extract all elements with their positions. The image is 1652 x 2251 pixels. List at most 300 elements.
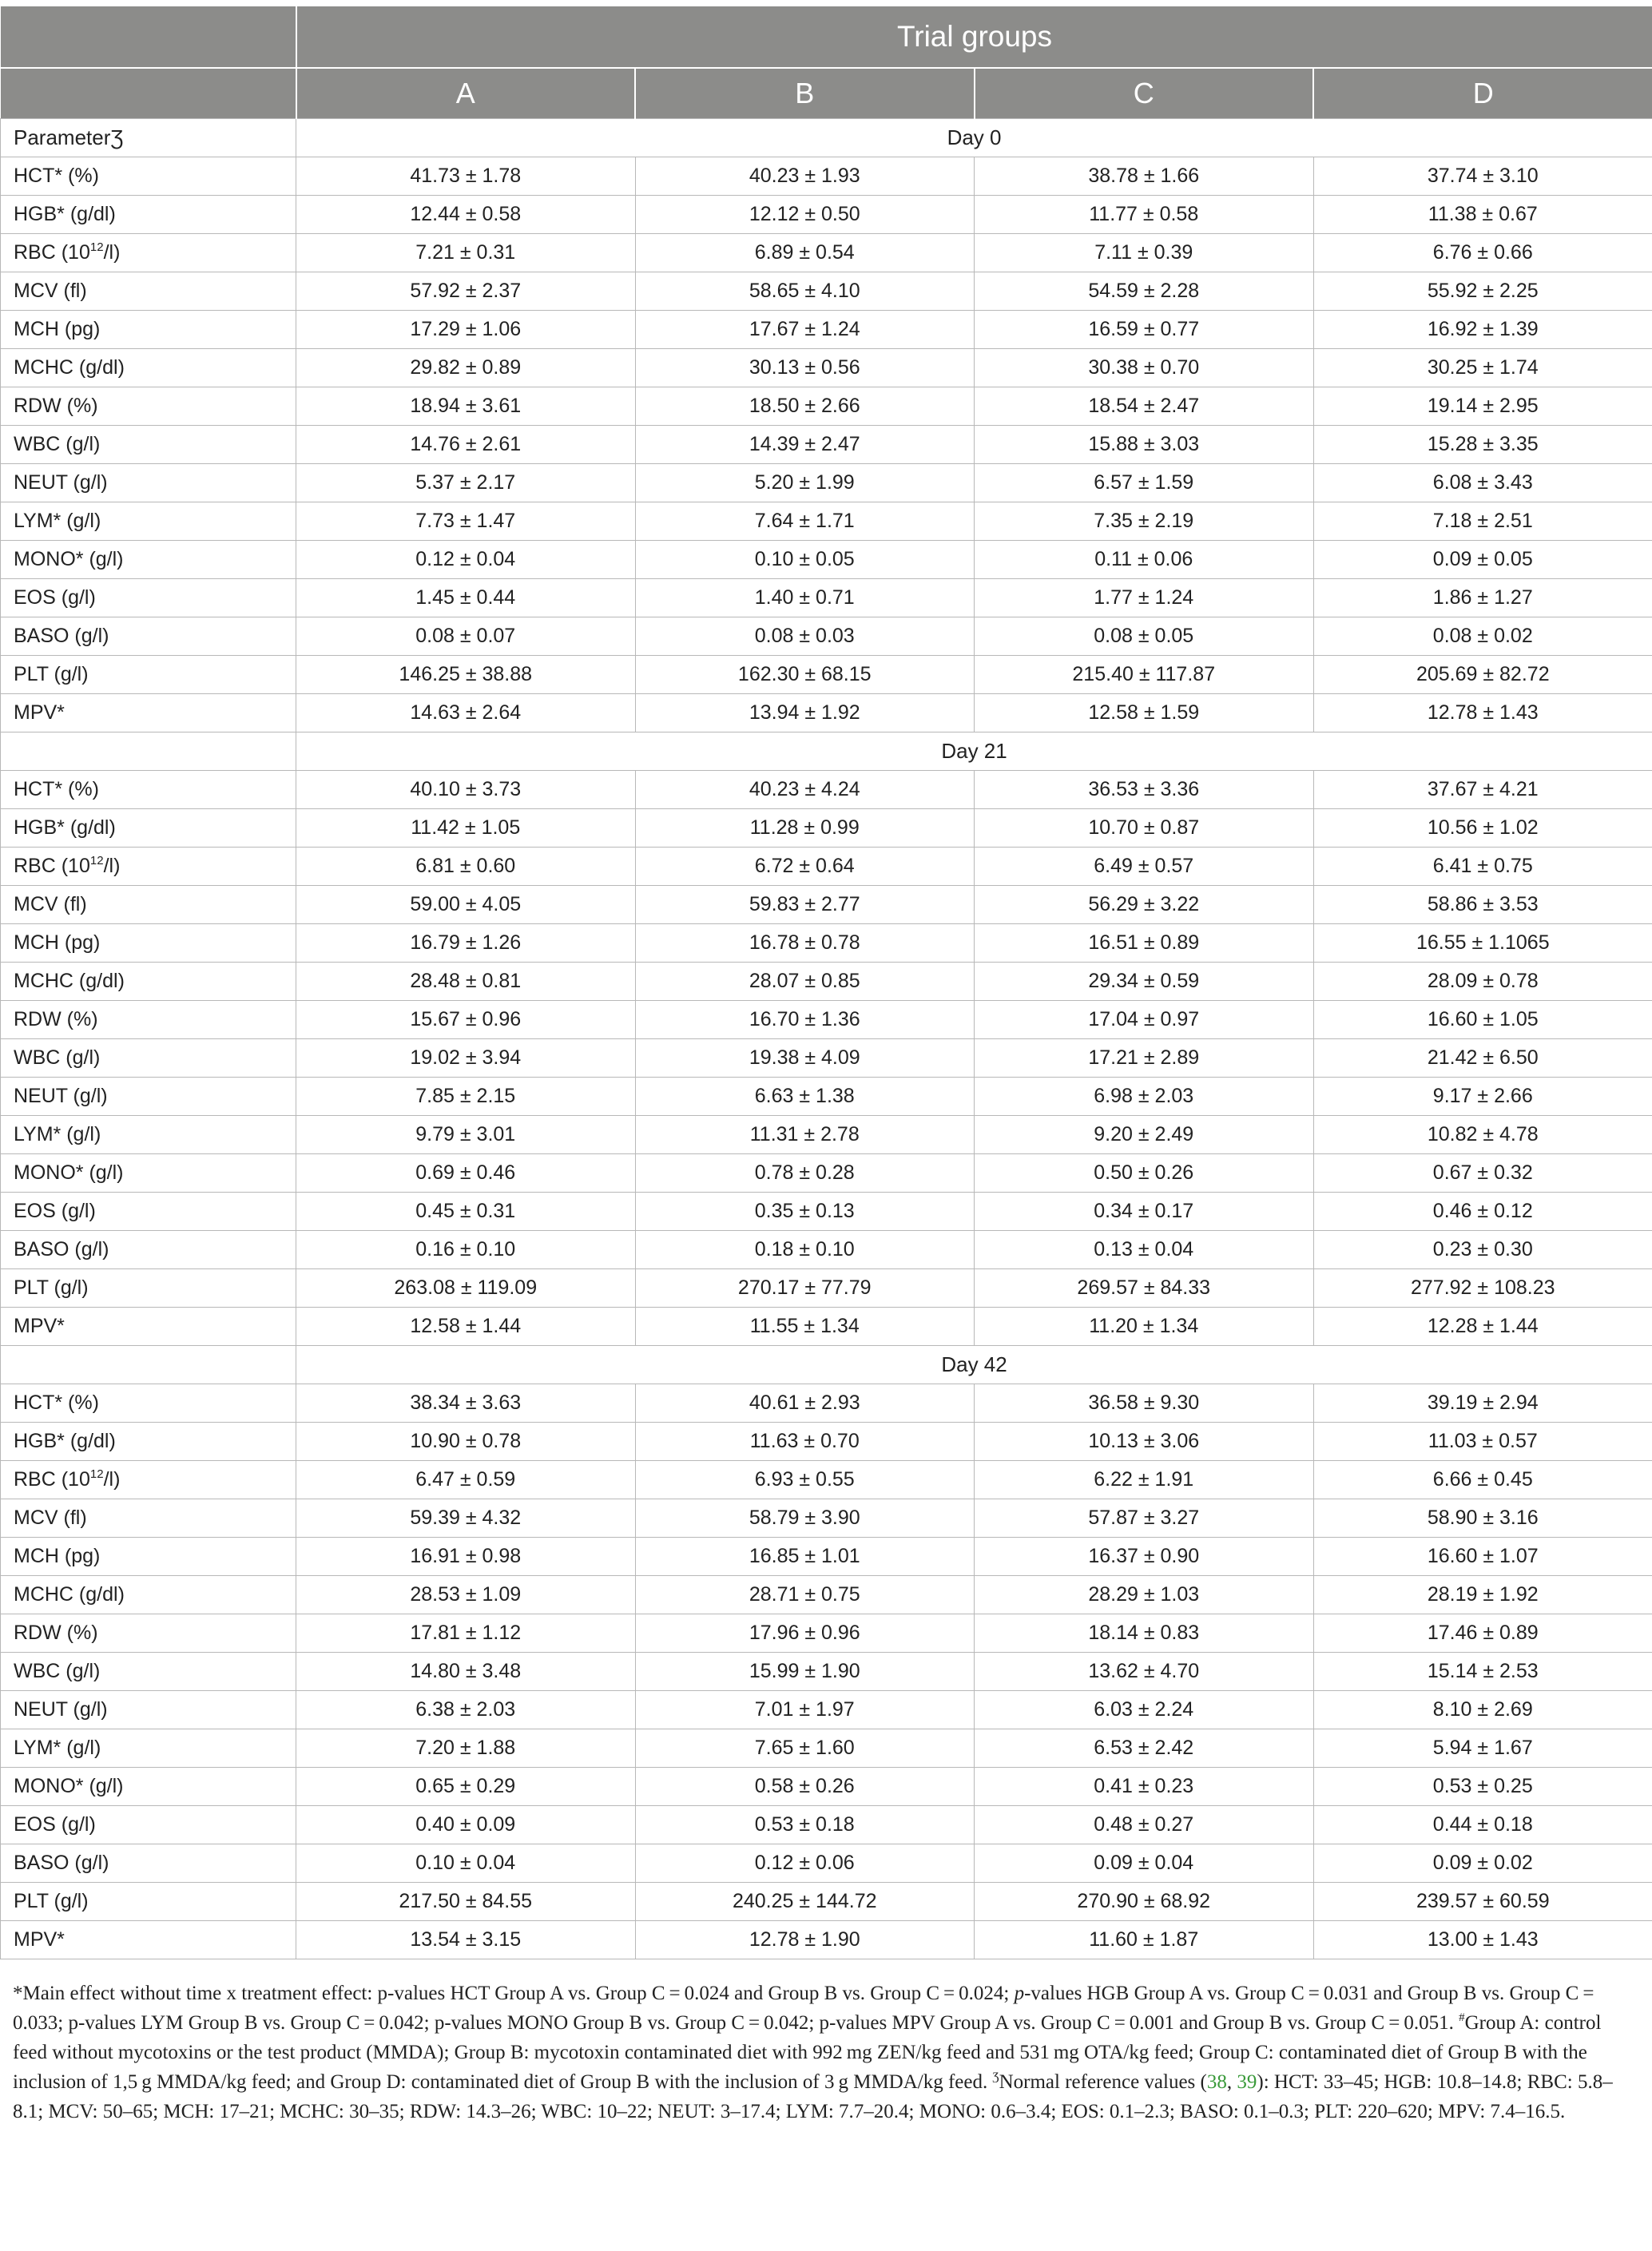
day-heading: Day 42 <box>296 1346 1652 1384</box>
parameter-name: MPV* <box>1 1308 296 1346</box>
value-cell-group-a: 29.82 ± 0.89 <box>296 349 636 387</box>
value-cell-group-a: 59.00 ± 4.05 <box>296 886 636 924</box>
value-cell-group-b: 17.67 ± 1.24 <box>635 311 975 349</box>
value-cell-group-c: 0.13 ± 0.04 <box>975 1231 1314 1269</box>
value-cell-group-c: 6.53 ± 2.42 <box>975 1729 1314 1768</box>
parameter-name-text: RBC (10 <box>14 241 90 264</box>
value-cell-group-d: 1.86 ± 1.27 <box>1313 579 1652 617</box>
parameter-name: BASO (g/l) <box>1 1844 296 1883</box>
table-row <box>1 1576 1652 1614</box>
parameter-name-exponent: 12 <box>89 1467 104 1481</box>
value-cell-group-c: 36.53 ± 3.36 <box>975 771 1314 809</box>
value-cell-group-b: 16.70 ± 1.36 <box>635 1001 975 1039</box>
value-cell-group-a: 7.73 ± 1.47 <box>296 502 636 541</box>
value-cell-group-d: 55.92 ± 2.25 <box>1313 272 1652 311</box>
value-cell-group-a: 28.53 ± 1.09 <box>296 1576 636 1614</box>
value-cell-group-c: 10.13 ± 3.06 <box>975 1423 1314 1461</box>
value-cell-group-a: 15.67 ± 0.96 <box>296 1001 636 1039</box>
value-cell-group-c: 28.29 ± 1.03 <box>975 1576 1314 1614</box>
table-row <box>1 1614 1652 1653</box>
table-row <box>1 1691 1652 1729</box>
parameter-name: MPV* <box>1 1921 296 1959</box>
value-cell-group-c: 6.98 ± 2.03 <box>975 1078 1314 1116</box>
value-cell-group-b: 0.78 ± 0.28 <box>635 1154 975 1193</box>
value-cell-group-a: 0.08 ± 0.07 <box>296 617 636 656</box>
value-cell-group-b: 0.35 ± 0.13 <box>635 1193 975 1231</box>
value-cell-group-d: 6.66 ± 0.45 <box>1313 1461 1652 1499</box>
header-row-groups <box>1 68 1652 119</box>
value-cell-group-a: 7.85 ± 2.15 <box>296 1078 636 1116</box>
parameter-name: HCT* (%) <box>1 157 296 196</box>
footnote-part-1: *Main effect without time x treatment effect: p-values HCT Group A vs. Group C = 0.024 and Group B vs. Group C = 0.024; <box>13 1983 1015 2004</box>
parameter-name: MCH (pg) <box>1 924 296 963</box>
value-cell-group-c: 11.20 ± 1.34 <box>975 1308 1314 1346</box>
value-cell-group-d: 6.41 ± 0.75 <box>1313 848 1652 886</box>
table-row <box>1 771 1652 809</box>
value-cell-group-b: 19.38 ± 4.09 <box>635 1039 975 1078</box>
parameter-name: MCHC (g/dl) <box>1 349 296 387</box>
day-heading: Day 0 <box>296 119 1652 157</box>
value-cell-group-d: 205.69 ± 82.72 <box>1313 656 1652 694</box>
parameter-name: MONO* (g/l) <box>1 541 296 579</box>
parameter-name: EOS (g/l) <box>1 579 296 617</box>
value-cell-group-a: 40.10 ± 3.73 <box>296 771 636 809</box>
value-cell-group-c: 11.77 ± 0.58 <box>975 196 1314 234</box>
value-cell-group-c: 6.22 ± 1.91 <box>975 1461 1314 1499</box>
value-cell-group-b: 0.18 ± 0.10 <box>635 1231 975 1269</box>
value-cell-group-a: 6.81 ± 0.60 <box>296 848 636 886</box>
value-cell-group-c: 38.78 ± 1.66 <box>975 157 1314 196</box>
value-cell-group-d: 6.76 ± 0.66 <box>1313 234 1652 272</box>
section-row <box>1 1346 1652 1384</box>
table-row <box>1 1001 1652 1039</box>
table-row <box>1 234 1652 272</box>
value-cell-group-b: 5.20 ± 1.99 <box>635 464 975 502</box>
value-cell-group-a: 217.50 ± 84.55 <box>296 1883 636 1921</box>
parameter-name: BASO (g/l) <box>1 617 296 656</box>
value-cell-group-a: 57.92 ± 2.37 <box>296 272 636 311</box>
value-cell-group-b: 11.55 ± 1.34 <box>635 1308 975 1346</box>
value-cell-group-c: 0.08 ± 0.05 <box>975 617 1314 656</box>
table-row <box>1 349 1652 387</box>
parameter-name: HGB* (g/dl) <box>1 196 296 234</box>
value-cell-group-c: 16.59 ± 0.77 <box>975 311 1314 349</box>
parameter-name: NEUT (g/l) <box>1 1691 296 1729</box>
footnote-part-2: -values HGB Group A vs. Group C = 0.031 and Group B vs. Group C = 0.033; p-values LYM Group B vs. Group C = 0.042; p-values MONO Group B vs. Group C = 0.042; p-values MPV Group A vs. Group C = 0.001 and Group B vs. Group C = 0.051. <box>13 1983 1598 2034</box>
value-cell-group-a: 263.08 ± 119.09 <box>296 1269 636 1308</box>
value-cell-group-c: 215.40 ± 117.87 <box>975 656 1314 694</box>
value-cell-group-d: 28.09 ± 0.78 <box>1313 963 1652 1001</box>
parameter-name-text: RBC (10 <box>14 855 90 877</box>
value-cell-group-b: 7.65 ± 1.60 <box>635 1729 975 1768</box>
table-row <box>1 1921 1652 1959</box>
parameter-name: PLT (g/l) <box>1 1269 296 1308</box>
footnote-hash-mark: # <box>1459 2011 1465 2024</box>
table-row <box>1 1768 1652 1806</box>
value-cell-group-b: 16.85 ± 1.01 <box>635 1538 975 1576</box>
parameter-name: MCV (fl) <box>1 1499 296 1538</box>
parameter-heading: ParameterƷ <box>1 119 296 157</box>
value-cell-group-d: 0.44 ± 0.18 <box>1313 1806 1652 1844</box>
parameter-name: HGB* (g/dl) <box>1 809 296 848</box>
parameter-name-exponent: 12 <box>89 240 104 254</box>
value-cell-group-c: 7.35 ± 2.19 <box>975 502 1314 541</box>
table-row <box>1 1844 1652 1883</box>
section-row <box>1 119 1652 157</box>
group-a-heading: A <box>296 68 636 119</box>
table-row <box>1 196 1652 234</box>
parameter-name <box>1 1461 296 1499</box>
table-row <box>1 1384 1652 1423</box>
table-row <box>1 963 1652 1001</box>
table-footnote <box>0 1959 1652 2126</box>
parameter-name: LYM* (g/l) <box>1 1729 296 1768</box>
value-cell-group-d: 10.56 ± 1.02 <box>1313 809 1652 848</box>
value-cell-group-b: 6.72 ± 0.64 <box>635 848 975 886</box>
value-cell-group-a: 14.80 ± 3.48 <box>296 1653 636 1691</box>
value-cell-group-a: 14.63 ± 2.64 <box>296 694 636 732</box>
value-cell-group-c: 17.21 ± 2.89 <box>975 1039 1314 1078</box>
value-cell-group-b: 240.25 ± 144.72 <box>635 1883 975 1921</box>
value-cell-group-b: 13.94 ± 1.92 <box>635 694 975 732</box>
value-cell-group-a: 14.76 ± 2.61 <box>296 426 636 464</box>
value-cell-group-b: 7.01 ± 1.97 <box>635 1691 975 1729</box>
value-cell-group-c: 29.34 ± 0.59 <box>975 963 1314 1001</box>
value-cell-group-b: 0.10 ± 0.05 <box>635 541 975 579</box>
table-row <box>1 924 1652 963</box>
trial-groups-heading: Trial groups <box>296 6 1652 68</box>
value-cell-group-a: 28.48 ± 0.81 <box>296 963 636 1001</box>
footnote-comma: , <box>1226 2071 1237 2093</box>
group-c-heading: C <box>975 68 1314 119</box>
value-cell-group-b: 30.13 ± 0.56 <box>635 349 975 387</box>
value-cell-group-b: 11.63 ± 0.70 <box>635 1423 975 1461</box>
value-cell-group-a: 6.38 ± 2.03 <box>296 1691 636 1729</box>
table-row <box>1 656 1652 694</box>
value-cell-group-a: 1.45 ± 0.44 <box>296 579 636 617</box>
value-cell-group-a: 59.39 ± 4.32 <box>296 1499 636 1538</box>
table-row <box>1 157 1652 196</box>
value-cell-group-a: 0.69 ± 0.46 <box>296 1154 636 1193</box>
value-cell-group-c: 9.20 ± 2.49 <box>975 1116 1314 1154</box>
group-b-heading: B <box>635 68 975 119</box>
value-cell-group-d: 0.23 ± 0.30 <box>1313 1231 1652 1269</box>
value-cell-group-c: 7.11 ± 0.39 <box>975 234 1314 272</box>
value-cell-group-d: 0.67 ± 0.32 <box>1313 1154 1652 1193</box>
value-cell-group-d: 58.90 ± 3.16 <box>1313 1499 1652 1538</box>
value-cell-group-a: 10.90 ± 0.78 <box>296 1423 636 1461</box>
table-row <box>1 1193 1652 1231</box>
value-cell-group-a: 0.12 ± 0.04 <box>296 541 636 579</box>
parameter-name: MONO* (g/l) <box>1 1154 296 1193</box>
value-cell-group-b: 7.64 ± 1.71 <box>635 502 975 541</box>
value-cell-group-a: 0.45 ± 0.31 <box>296 1193 636 1231</box>
value-cell-group-c: 30.38 ± 0.70 <box>975 349 1314 387</box>
parameter-name: HCT* (%) <box>1 771 296 809</box>
table-row <box>1 1039 1652 1078</box>
header-row-trial-groups <box>1 6 1652 68</box>
parameter-name <box>1 234 296 272</box>
value-cell-group-d: 37.67 ± 4.21 <box>1313 771 1652 809</box>
value-cell-group-b: 59.83 ± 2.77 <box>635 886 975 924</box>
table-row <box>1 426 1652 464</box>
table-header <box>1 6 1652 119</box>
value-cell-group-c: 13.62 ± 4.70 <box>975 1653 1314 1691</box>
value-cell-group-d: 21.42 ± 6.50 <box>1313 1039 1652 1078</box>
value-cell-group-a: 12.58 ± 1.44 <box>296 1308 636 1346</box>
value-cell-group-c: 1.77 ± 1.24 <box>975 579 1314 617</box>
value-cell-group-c: 269.57 ± 84.33 <box>975 1269 1314 1308</box>
value-cell-group-a: 0.16 ± 0.10 <box>296 1231 636 1269</box>
value-cell-group-d: 12.28 ± 1.44 <box>1313 1308 1652 1346</box>
value-cell-group-d: 10.82 ± 4.78 <box>1313 1116 1652 1154</box>
reference-link-38[interactable]: 38 <box>1206 2071 1227 2093</box>
table-row <box>1 1308 1652 1346</box>
value-cell-group-b: 12.78 ± 1.90 <box>635 1921 975 1959</box>
table-row <box>1 1806 1652 1844</box>
table-row <box>1 617 1652 656</box>
value-cell-group-a: 16.91 ± 0.98 <box>296 1538 636 1576</box>
value-cell-group-c: 12.58 ± 1.59 <box>975 694 1314 732</box>
value-cell-group-b: 58.79 ± 3.90 <box>635 1499 975 1538</box>
value-cell-group-d: 277.92 ± 108.23 <box>1313 1269 1652 1308</box>
section-label-cell <box>1 732 296 771</box>
table-row <box>1 579 1652 617</box>
value-cell-group-c: 16.51 ± 0.89 <box>975 924 1314 963</box>
table-body <box>1 119 1652 1959</box>
parameter-name: MCHC (g/dl) <box>1 963 296 1001</box>
value-cell-group-d: 0.09 ± 0.05 <box>1313 541 1652 579</box>
parameter-name: NEUT (g/l) <box>1 1078 296 1116</box>
table-row <box>1 1883 1652 1921</box>
value-cell-group-a: 0.40 ± 0.09 <box>296 1806 636 1844</box>
reference-link-39[interactable]: 39 <box>1237 2071 1257 2093</box>
value-cell-group-d: 16.60 ± 1.05 <box>1313 1001 1652 1039</box>
value-cell-group-d: 6.08 ± 3.43 <box>1313 464 1652 502</box>
footnote-part-3: Group A: control feed without mycotoxins or the test product (MMDA); Group B: mycotoxin contaminated diet with 992 mg ZEN/kg feed and 531 mg OTA/kg feed; Group C: contaminated diet of Group B with the inclusion of 1,5 g MMDA/kg feed; and Group D: contaminated diet of Group B with the inclusion of 3 g MMDA/kg feed. <box>13 2012 1602 2093</box>
value-cell-group-a: 18.94 ± 3.61 <box>296 387 636 426</box>
value-cell-group-b: 6.63 ± 1.38 <box>635 1078 975 1116</box>
parameter-name: HGB* (g/dl) <box>1 1423 296 1461</box>
parameter-name: WBC (g/l) <box>1 426 296 464</box>
section-label-cell <box>1 1346 296 1384</box>
value-cell-group-c: 36.58 ± 9.30 <box>975 1384 1314 1423</box>
value-cell-group-a: 41.73 ± 1.78 <box>296 157 636 196</box>
value-cell-group-b: 14.39 ± 2.47 <box>635 426 975 464</box>
value-cell-group-b: 0.53 ± 0.18 <box>635 1806 975 1844</box>
day-heading: Day 21 <box>296 732 1652 771</box>
table-row <box>1 1116 1652 1154</box>
table-row <box>1 1269 1652 1308</box>
value-cell-group-d: 0.09 ± 0.02 <box>1313 1844 1652 1883</box>
value-cell-group-d: 0.46 ± 0.12 <box>1313 1193 1652 1231</box>
value-cell-group-d: 17.46 ± 0.89 <box>1313 1614 1652 1653</box>
value-cell-group-d: 19.14 ± 2.95 <box>1313 387 1652 426</box>
table-row <box>1 1423 1652 1461</box>
value-cell-group-d: 30.25 ± 1.74 <box>1313 349 1652 387</box>
value-cell-group-d: 15.28 ± 3.35 <box>1313 426 1652 464</box>
value-cell-group-d: 37.74 ± 3.10 <box>1313 157 1652 196</box>
table-row <box>1 1729 1652 1768</box>
parameter-name: WBC (g/l) <box>1 1039 296 1078</box>
value-cell-group-c: 0.11 ± 0.06 <box>975 541 1314 579</box>
value-cell-group-b: 6.93 ± 0.55 <box>635 1461 975 1499</box>
value-cell-group-d: 11.03 ± 0.57 <box>1313 1423 1652 1461</box>
table-row <box>1 1538 1652 1576</box>
parameter-name: BASO (g/l) <box>1 1231 296 1269</box>
table-row <box>1 1499 1652 1538</box>
parameter-name: MCHC (g/dl) <box>1 1576 296 1614</box>
value-cell-group-a: 11.42 ± 1.05 <box>296 809 636 848</box>
value-cell-group-d: 13.00 ± 1.43 <box>1313 1921 1652 1959</box>
value-cell-group-c: 54.59 ± 2.28 <box>975 272 1314 311</box>
value-cell-group-a: 17.29 ± 1.06 <box>296 311 636 349</box>
table-row <box>1 1231 1652 1269</box>
value-cell-group-a: 7.21 ± 0.31 <box>296 234 636 272</box>
value-cell-group-c: 270.90 ± 68.92 <box>975 1883 1314 1921</box>
parameter-name-exponent: 12 <box>89 853 104 867</box>
table-row <box>1 272 1652 311</box>
header-corner-cell <box>1 6 296 68</box>
parameter-name: EOS (g/l) <box>1 1806 296 1844</box>
footnote-part-4: Normal reference values ( <box>999 2071 1207 2093</box>
value-cell-group-d: 7.18 ± 2.51 <box>1313 502 1652 541</box>
value-cell-group-b: 0.58 ± 0.26 <box>635 1768 975 1806</box>
table-row <box>1 464 1652 502</box>
value-cell-group-b: 40.61 ± 2.93 <box>635 1384 975 1423</box>
value-cell-group-b: 17.96 ± 0.96 <box>635 1614 975 1653</box>
table-row <box>1 387 1652 426</box>
value-cell-group-a: 0.10 ± 0.04 <box>296 1844 636 1883</box>
value-cell-group-b: 40.23 ± 1.93 <box>635 157 975 196</box>
value-cell-group-a: 7.20 ± 1.88 <box>296 1729 636 1768</box>
table-row <box>1 502 1652 541</box>
value-cell-group-c: 0.50 ± 0.26 <box>975 1154 1314 1193</box>
parameter-name: LYM* (g/l) <box>1 502 296 541</box>
section-row <box>1 732 1652 771</box>
value-cell-group-c: 0.09 ± 0.04 <box>975 1844 1314 1883</box>
value-cell-group-a: 0.65 ± 0.29 <box>296 1768 636 1806</box>
parameter-name: WBC (g/l) <box>1 1653 296 1691</box>
parameter-name: RDW (%) <box>1 1614 296 1653</box>
value-cell-group-b: 1.40 ± 0.71 <box>635 579 975 617</box>
footnote-ez-mark: Ʒ <box>992 2070 999 2083</box>
value-cell-group-b: 12.12 ± 0.50 <box>635 196 975 234</box>
value-cell-group-a: 146.25 ± 38.88 <box>296 656 636 694</box>
parameter-name-suffix: /l) <box>103 1468 121 1491</box>
parameter-name: MONO* (g/l) <box>1 1768 296 1806</box>
parameter-name: EOS (g/l) <box>1 1193 296 1231</box>
value-cell-group-c: 11.60 ± 1.87 <box>975 1921 1314 1959</box>
value-cell-group-c: 18.14 ± 0.83 <box>975 1614 1314 1653</box>
parameter-name: PLT (g/l) <box>1 1883 296 1921</box>
parameter-name <box>1 848 296 886</box>
value-cell-group-a: 9.79 ± 3.01 <box>296 1116 636 1154</box>
value-cell-group-d: 16.92 ± 1.39 <box>1313 311 1652 349</box>
parameter-name-suffix: /l) <box>103 241 121 264</box>
table-row <box>1 1154 1652 1193</box>
table-row <box>1 311 1652 349</box>
parameter-name: RDW (%) <box>1 387 296 426</box>
value-cell-group-b: 0.12 ± 0.06 <box>635 1844 975 1883</box>
value-cell-group-d: 239.57 ± 60.59 <box>1313 1883 1652 1921</box>
table-row <box>1 848 1652 886</box>
parameter-name: HCT* (%) <box>1 1384 296 1423</box>
footnote-part-5: ): HCT: 33–45; HGB: 10.8–14.8; RBC: 5.8–8.1; MCV: 50–65; MCH: 17–21; MCHC: 30–35; RDW: 14.3–26; WBC: 10–22; NEUT: 3–17.4; LYM: 7.7–20.4; MONO: 0.6–3.4; EOS: 0.1–2.3; BASO: 0.1–0.3; PLT: 220–620; MPV: 7.4–16.5. <box>13 2071 1613 2122</box>
value-cell-group-b: 6.89 ± 0.54 <box>635 234 975 272</box>
value-cell-group-b: 15.99 ± 1.90 <box>635 1653 975 1691</box>
parameter-name: LYM* (g/l) <box>1 1116 296 1154</box>
value-cell-group-c: 6.57 ± 1.59 <box>975 464 1314 502</box>
value-cell-group-c: 15.88 ± 3.03 <box>975 426 1314 464</box>
value-cell-group-b: 58.65 ± 4.10 <box>635 272 975 311</box>
value-cell-group-c: 6.03 ± 2.24 <box>975 1691 1314 1729</box>
value-cell-group-d: 0.53 ± 0.25 <box>1313 1768 1652 1806</box>
value-cell-group-b: 11.31 ± 2.78 <box>635 1116 975 1154</box>
table-row <box>1 541 1652 579</box>
value-cell-group-d: 11.38 ± 0.67 <box>1313 196 1652 234</box>
value-cell-group-d: 8.10 ± 2.69 <box>1313 1691 1652 1729</box>
value-cell-group-d: 16.55 ± 1.1065 <box>1313 924 1652 963</box>
value-cell-group-a: 38.34 ± 3.63 <box>296 1384 636 1423</box>
parameter-name: MCH (pg) <box>1 311 296 349</box>
parameter-name: PLT (g/l) <box>1 656 296 694</box>
value-cell-group-d: 28.19 ± 1.92 <box>1313 1576 1652 1614</box>
value-cell-group-b: 11.28 ± 0.99 <box>635 809 975 848</box>
table-row <box>1 809 1652 848</box>
value-cell-group-d: 12.78 ± 1.43 <box>1313 694 1652 732</box>
value-cell-group-d: 9.17 ± 2.66 <box>1313 1078 1652 1116</box>
table-row <box>1 1461 1652 1499</box>
value-cell-group-c: 0.34 ± 0.17 <box>975 1193 1314 1231</box>
value-cell-group-b: 270.17 ± 77.79 <box>635 1269 975 1308</box>
value-cell-group-c: 17.04 ± 0.97 <box>975 1001 1314 1039</box>
value-cell-group-b: 0.08 ± 0.03 <box>635 617 975 656</box>
value-cell-group-b: 28.07 ± 0.85 <box>635 963 975 1001</box>
value-cell-group-a: 17.81 ± 1.12 <box>296 1614 636 1653</box>
value-cell-group-a: 12.44 ± 0.58 <box>296 196 636 234</box>
value-cell-group-b: 28.71 ± 0.75 <box>635 1576 975 1614</box>
value-cell-group-c: 56.29 ± 3.22 <box>975 886 1314 924</box>
value-cell-group-d: 0.08 ± 0.02 <box>1313 617 1652 656</box>
value-cell-group-c: 6.49 ± 0.57 <box>975 848 1314 886</box>
footnote-p-italic: p <box>1014 1983 1025 2004</box>
value-cell-group-a: 16.79 ± 1.26 <box>296 924 636 963</box>
value-cell-group-b: 40.23 ± 4.24 <box>635 771 975 809</box>
parameter-name: MCV (fl) <box>1 272 296 311</box>
value-cell-group-d: 15.14 ± 2.53 <box>1313 1653 1652 1691</box>
value-cell-group-a: 5.37 ± 2.17 <box>296 464 636 502</box>
hematology-table <box>0 6 1652 1959</box>
group-d-heading: D <box>1313 68 1652 119</box>
header-corner-cell <box>1 68 296 119</box>
parameter-name: MCH (pg) <box>1 1538 296 1576</box>
value-cell-group-a: 19.02 ± 3.94 <box>296 1039 636 1078</box>
value-cell-group-b: 18.50 ± 2.66 <box>635 387 975 426</box>
value-cell-group-c: 10.70 ± 0.87 <box>975 809 1314 848</box>
document <box>0 6 1652 2126</box>
value-cell-group-b: 16.78 ± 0.78 <box>635 924 975 963</box>
value-cell-group-a: 6.47 ± 0.59 <box>296 1461 636 1499</box>
value-cell-group-c: 57.87 ± 3.27 <box>975 1499 1314 1538</box>
value-cell-group-d: 16.60 ± 1.07 <box>1313 1538 1652 1576</box>
table-row <box>1 694 1652 732</box>
value-cell-group-a: 13.54 ± 3.15 <box>296 1921 636 1959</box>
parameter-name: MPV* <box>1 694 296 732</box>
value-cell-group-c: 16.37 ± 0.90 <box>975 1538 1314 1576</box>
value-cell-group-d: 5.94 ± 1.67 <box>1313 1729 1652 1768</box>
value-cell-group-c: 18.54 ± 2.47 <box>975 387 1314 426</box>
